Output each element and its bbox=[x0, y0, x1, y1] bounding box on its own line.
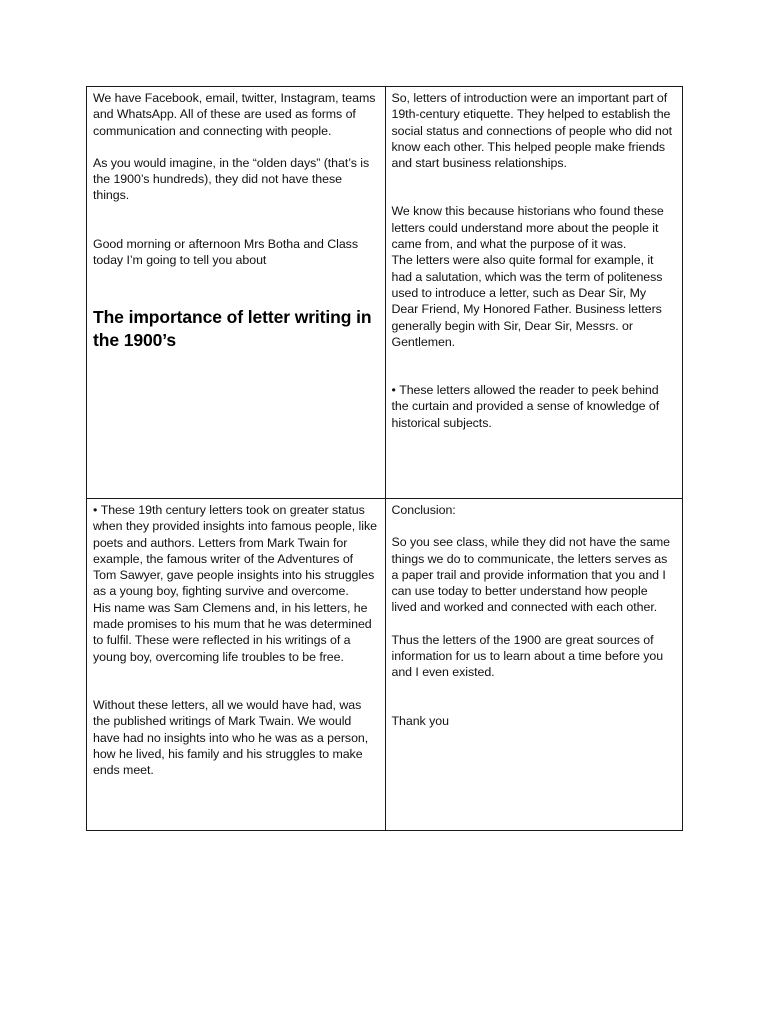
status-bullet-paragraph: • These 19th century letters took on greater status when they provided insights into famous people, like poets and authors. Letters from Mark Twain for example, the famous writer of the Adventures of Tom Sawyer, gave people insights into his struggles as a young boy, fighting survive and overcome. bbox=[93, 502, 379, 600]
table-row bbox=[87, 87, 683, 499]
intro-paragraph: We have Facebook, email, twitter, Instagram, teams and WhatsApp. All of these are used as forms of communication and connecting with people. bbox=[93, 91, 376, 138]
conclusion-label: Conclusion: bbox=[391, 503, 456, 517]
cell-letters-of-introduction bbox=[385, 87, 683, 499]
cell-conclusion bbox=[385, 499, 683, 831]
without-letters-paragraph: Without these letters, all we would have had, was the published writings of Mark Twain. We would have had no insights into who he was as a person, how he lived, his family and his struggles to make ends meet. bbox=[93, 697, 369, 778]
great-sources-paragraph: Thus the letters of the 1900 are great sources of information for us to learn about a time before you and I even existed. bbox=[391, 632, 664, 680]
olden-days-paragraph: As you would imagine, in the “olden days” (that’s is the 1900’s hundreds), they did not have these things. bbox=[93, 155, 370, 203]
table-row bbox=[87, 499, 683, 831]
etiquette-paragraph: So, letters of introduction were an important part of 19th-century etiquette. They helped to establish the social status and connections of people who did not know each other. This helped people make friends and start business relationships. bbox=[391, 91, 673, 171]
paper-trail-paragraph: So you see class, while they did not have the same things we do to communicate, the letters serves as a paper trail and provide information that you and I can use today to better understand how people lived and worked and connected with each other. bbox=[391, 535, 671, 615]
greeting-paragraph: Good morning or afternoon Mrs Botha and Class today I’m going to tell you about bbox=[93, 236, 358, 268]
speech-notes-table bbox=[86, 86, 683, 831]
curtain-bullet-paragraph: • These letters allowed the reader to peek behind the curtain and provided a sense of knowledge of historical subjects. bbox=[392, 382, 677, 431]
salutation-paragraph: The letters were also quite formal for example, it had a salutation, which was the term of politeness used to introduce a letter, such as Dear Sir, My Dear Friend, My Honored Father. Business letters generally begin with Sir, Dear Sir, Messrs. or Gentlemen. bbox=[391, 253, 663, 349]
cell-introduction bbox=[87, 87, 386, 499]
historians-paragraph: We know this because historians who found these letters could understand more about the people it came from, and what the purpose of it was. bbox=[391, 204, 664, 252]
sam-clemens-paragraph: His name was Sam Clemens and, in his letters, he made promises to his mum that he was determined to fulfil. These were reflected in his writings of a young boy, overcoming life troubles to be free. bbox=[93, 600, 372, 664]
speech-title: The importance of letter writing in the 1900’s bbox=[93, 307, 372, 351]
thank-you-text: Thank you bbox=[391, 713, 449, 728]
cell-mark-twain bbox=[87, 499, 386, 831]
